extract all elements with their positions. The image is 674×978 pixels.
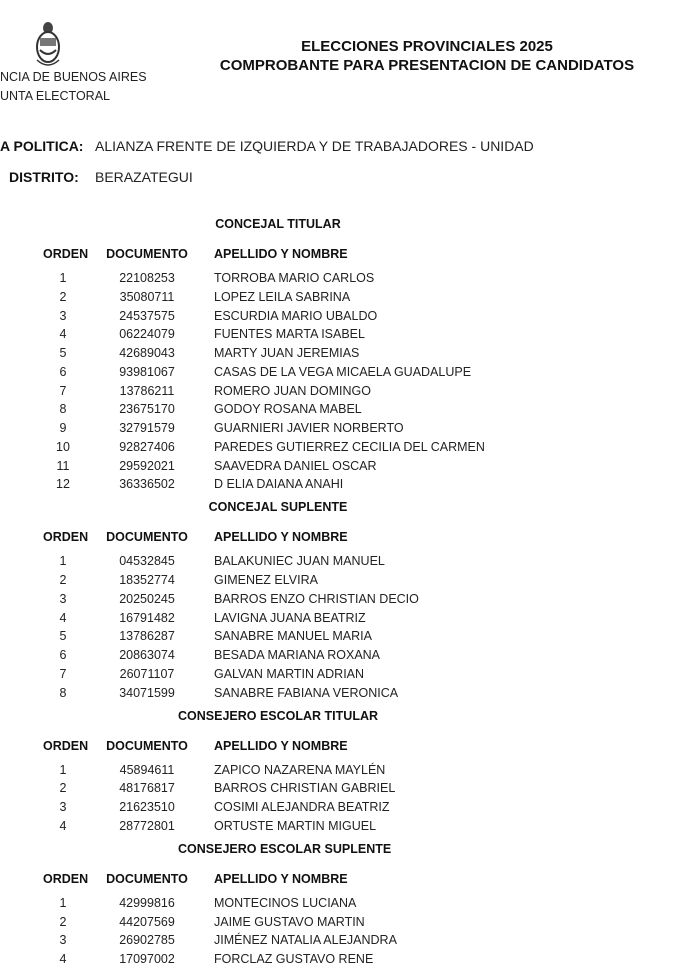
row-documento: 04532845 [119, 554, 175, 568]
row-orden: 2 [59, 781, 67, 795]
row-orden: 2 [59, 573, 67, 587]
row-orden: 5 [59, 629, 67, 643]
row-documento: 26071107 [119, 667, 175, 681]
row-nombre: BESADA MARIANA ROXANA [214, 648, 381, 662]
row-nombre: LAVIGNA JUANA BEATRIZ [214, 611, 366, 625]
row-orden: 7 [59, 384, 67, 398]
section-title: CONCEJAL TITULAR [215, 217, 341, 231]
row-orden: 6 [59, 648, 67, 662]
row-orden: 8 [59, 686, 67, 700]
column-header-documento: DOCUMENTO [106, 871, 188, 886]
row-nombre: CASAS DE LA VEGA MICAELA GUADALUPE [214, 365, 472, 379]
agrupacion-label: A POLITICA: [0, 138, 84, 154]
document-subtitle: COMPROBANTE PARA PRESENTACION DE CANDIDATOS [219, 57, 635, 74]
row-documento: 22108253 [119, 271, 175, 285]
row-documento: 35080711 [119, 290, 175, 304]
section-title: CONSEJERO ESCOLAR TITULAR [178, 708, 379, 723]
row-nombre: SAAVEDRA DANIEL OSCAR [214, 459, 377, 473]
row-documento: 44207569 [119, 915, 175, 929]
row-nombre: BARROS CHRISTIAN GABRIEL [214, 781, 396, 795]
row-nombre: MARTY JUAN JEREMIAS [214, 346, 360, 360]
column-header-nombre: APELLIDO Y NOMBRE [214, 738, 348, 753]
row-documento: 20250245 [119, 592, 175, 606]
row-documento: 29592021 [119, 459, 175, 473]
row-nombre: BALAKUNIEC JUAN MANUEL [214, 554, 385, 568]
row-nombre: FUENTES MARTA ISABEL [214, 327, 365, 341]
row-documento: 18352774 [119, 573, 175, 587]
row-nombre: ZAPICO NAZARENA MAYLÉN [214, 763, 386, 777]
column-header-orden: ORDEN [43, 738, 89, 753]
row-nombre: JIMÉNEZ NATALIA ALEJANDRA [214, 933, 397, 947]
org-dept: UNTA ELECTORAL [0, 89, 110, 103]
row-nombre: COSIMI ALEJANDRA BEATRIZ [214, 800, 390, 814]
column-header-nombre: APELLIDO Y NOMBRE [214, 247, 348, 261]
document-title: ELECCIONES PROVINCIALES 2025 [301, 38, 553, 55]
section-title: CONCEJAL SUPLENTE [208, 500, 348, 515]
row-nombre: TORROBA MARIO CARLOS [214, 271, 375, 285]
row-orden: 2 [59, 915, 67, 929]
row-documento: 36336502 [119, 477, 175, 491]
row-orden: 1 [59, 271, 67, 285]
row-documento: 20863074 [119, 648, 175, 662]
row-nombre: JAIME GUSTAVO MARTIN [214, 915, 365, 929]
row-orden: 3 [59, 592, 67, 606]
row-orden: 3 [59, 309, 67, 323]
row-documento: 42689043 [119, 346, 175, 360]
row-documento: 48176817 [119, 781, 175, 795]
row-documento: 13786287 [119, 629, 175, 643]
row-documento: 06224079 [119, 327, 175, 341]
row-documento: 24537575 [119, 309, 175, 323]
row-orden: 1 [59, 554, 67, 568]
row-nombre: GUARNIERI JAVIER NORBERTO [214, 421, 404, 435]
row-documento: 26902785 [119, 933, 175, 947]
row-documento: 92827406 [119, 440, 175, 454]
row-orden: 5 [59, 346, 67, 360]
row-documento: 42999816 [119, 896, 175, 910]
distrito-value: BERAZATEGUI [95, 169, 193, 185]
row-nombre: LOPEZ LEILA SABRINA [214, 290, 351, 304]
row-orden: 4 [59, 819, 67, 833]
coat-of-arms-icon [33, 20, 63, 70]
row-documento: 16791482 [119, 611, 175, 625]
row-orden: 8 [59, 402, 67, 416]
row-orden: 4 [59, 611, 67, 625]
row-documento: 45894611 [119, 763, 175, 777]
row-orden: 9 [59, 421, 67, 435]
column-header-orden: ORDEN [43, 871, 89, 886]
row-nombre: D ELIA DAIANA ANAHI [214, 477, 344, 491]
row-orden: 12 [56, 477, 70, 491]
row-orden: 7 [59, 667, 67, 681]
row-orden: 10 [56, 440, 70, 454]
row-orden: 3 [59, 800, 67, 814]
column-header-documento: DOCUMENTO [106, 738, 188, 753]
row-nombre: MONTECINOS LUCIANA [214, 896, 357, 910]
row-orden: 4 [59, 327, 67, 341]
row-nombre: ROMERO JUAN DOMINGO [214, 384, 371, 398]
row-documento: 28772801 [119, 819, 175, 833]
column-header-orden: ORDEN [43, 530, 89, 545]
row-orden: 2 [59, 290, 67, 304]
row-documento: 17097002 [119, 952, 175, 966]
row-orden: 1 [59, 896, 67, 910]
row-documento: 13786211 [119, 384, 175, 398]
row-nombre: GIMENEZ ELVIRA [214, 573, 318, 587]
org-name: NCIA DE BUENOS AIRES [0, 70, 147, 84]
row-documento: 93981067 [119, 365, 175, 379]
column-header-nombre: APELLIDO Y NOMBRE [214, 530, 348, 545]
row-nombre: GODOY ROSANA MABEL [214, 402, 362, 416]
row-nombre: BARROS ENZO CHRISTIAN DECIO [214, 592, 419, 606]
row-nombre: GALVAN MARTIN ADRIAN [214, 667, 365, 681]
column-header-documento: DOCUMENTO [106, 247, 188, 261]
row-documento: 34071599 [119, 686, 175, 700]
row-nombre: SANABRE MANUEL MARIA [214, 629, 372, 643]
row-orden: 4 [59, 952, 67, 966]
section-title: CONSEJERO ESCOLAR SUPLENTE [178, 841, 392, 856]
row-nombre: PAREDES GUTIERREZ CECILIA DEL CARMEN [214, 440, 485, 454]
distrito-label: DISTRITO: [9, 169, 79, 185]
row-documento: 23675170 [119, 402, 175, 416]
row-orden: 1 [59, 763, 67, 777]
row-orden: 11 [56, 459, 70, 473]
row-nombre: SANABRE FABIANA VERONICA [214, 686, 399, 700]
row-nombre: FORCLAZ GUSTAVO RENE [214, 952, 374, 966]
column-header-orden: ORDEN [43, 247, 89, 261]
column-header-nombre: APELLIDO Y NOMBRE [214, 871, 348, 886]
agrupacion-value: ALIANZA FRENTE DE IZQUIERDA Y DE TRABAJADORES - UNIDAD [95, 138, 534, 154]
column-header-documento: DOCUMENTO [106, 530, 188, 545]
row-nombre: ORTUSTE MARTIN MIGUEL [214, 819, 377, 833]
row-orden: 6 [59, 365, 67, 379]
row-documento: 32791579 [119, 421, 175, 435]
row-nombre: ESCURDIA MARIO UBALDO [214, 309, 378, 323]
row-documento: 21623510 [119, 800, 175, 814]
row-orden: 3 [59, 933, 67, 947]
